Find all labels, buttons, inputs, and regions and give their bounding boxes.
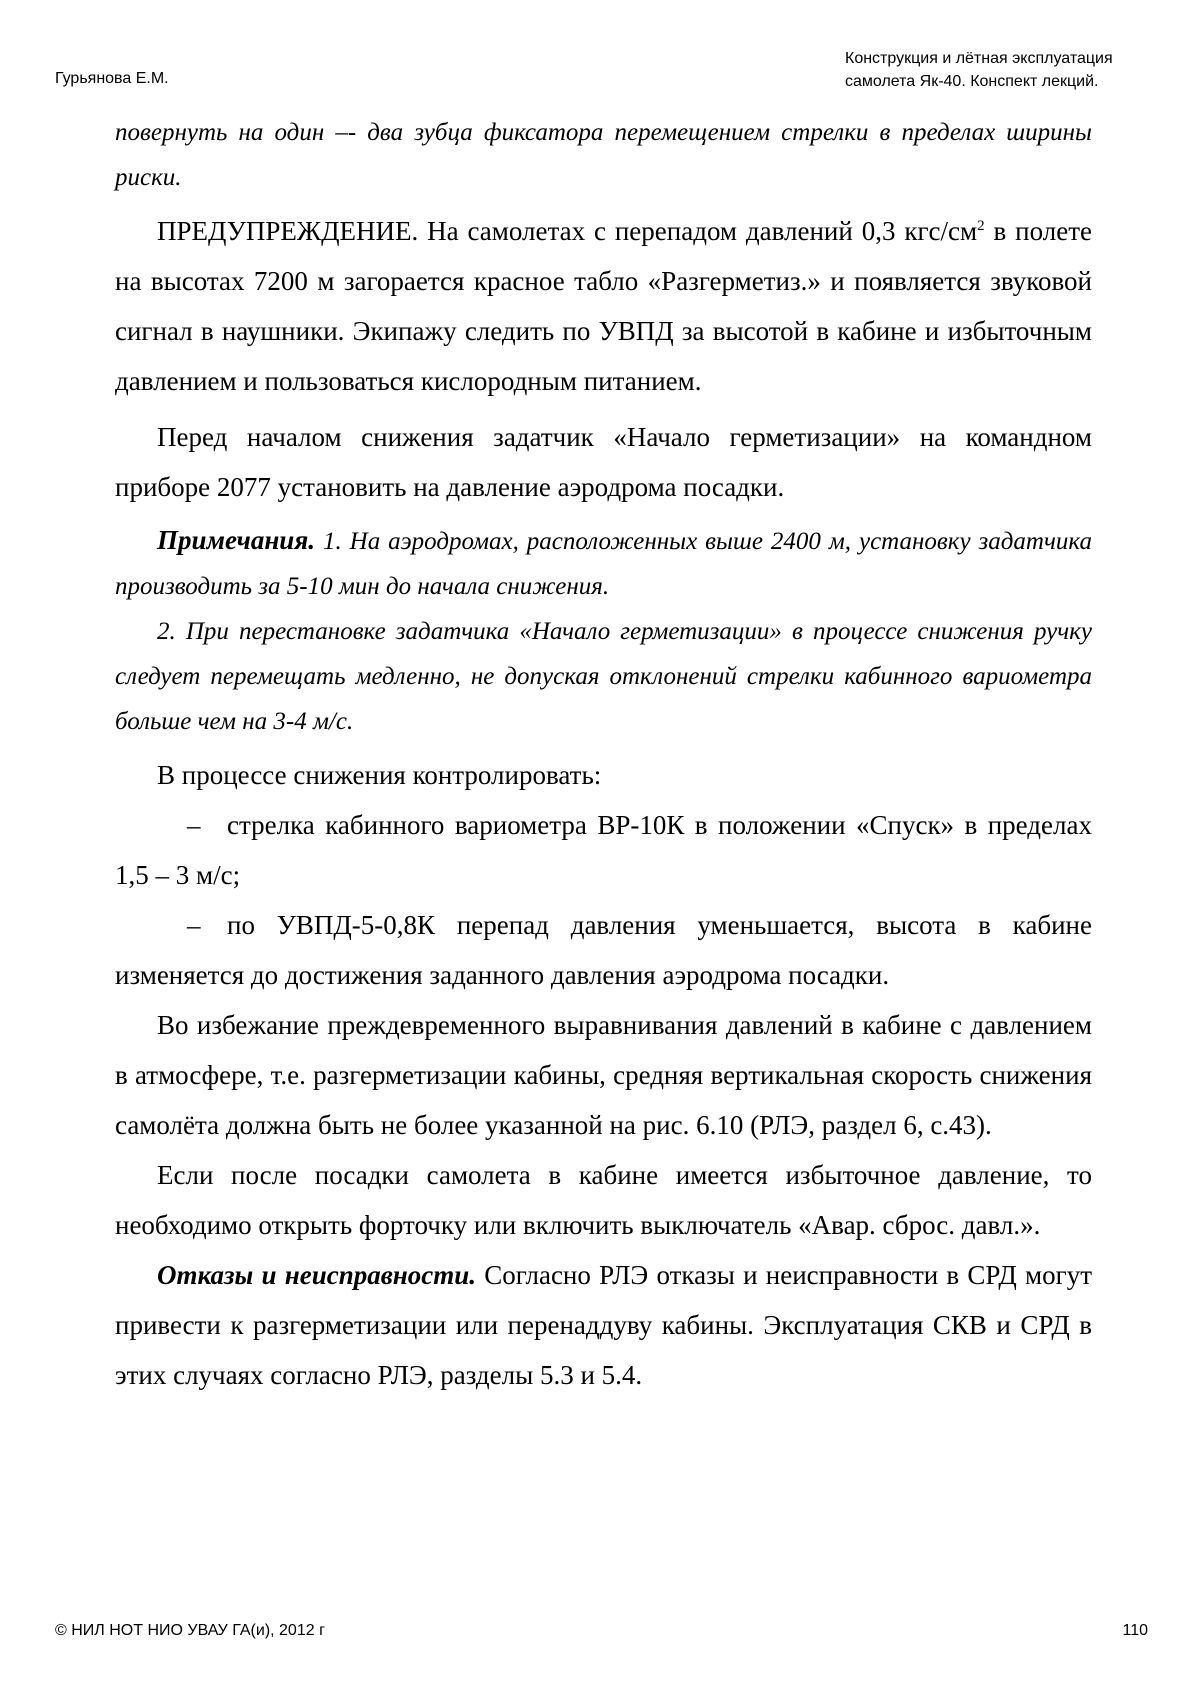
dash-bullet: – (187, 810, 201, 840)
landing-pressure-paragraph: Если после посадки самолета в кабине имеется избыточное давление, то необходимо открыть форточку или включить выключатель «Авар. сброс. давл.». (115, 1160, 1092, 1240)
list-item-text: стрелка кабинного вариометра ВР-10К в положении «Спуск» в пределах 1,5 – 3 м/с; (115, 810, 1092, 890)
list-item (115, 800, 1092, 900)
note-label: Примечания. (157, 525, 315, 555)
note-1-text: 1. На аэродромах, расположенных выше 2400 м, установку задатчика производить за 5-10 мин до начала снижения. (115, 528, 1092, 600)
note-paragraph-2: 2. При перестановке задатчика «Начало герметизации» в процессе снижения ручку следует перемещать медленно, не допуская отклонений стрелки кабинного вариометра больше чем на 3-4 м/с. (115, 618, 1092, 735)
warning-text-end: в полете на высотах 7200 м загорается красное табло «Разгерметиз.» и появляется звуковой сигнал в наушники. Экипажу следить по УВПД за высотой в кабине и избыточным давлением и пользоваться кислородным питанием. (115, 216, 1092, 396)
dash-bullet: – (187, 910, 201, 940)
header-author: Гурьянова Е.М. (55, 70, 169, 87)
header-document-title (845, 47, 1165, 93)
list-item (115, 900, 1092, 1000)
failures-paragraph (115, 1250, 1092, 1400)
continuation-paragraph: повернуть на один –- два зубца фиксатора перемещением стрелки в пределах ширины риски. (115, 119, 1092, 191)
warning-text-start: ПРЕДУПРЕЖДЕНИЕ. На самолетах с перепадом давлений 0,3 кгс/см (157, 216, 978, 246)
page-number: 110 (1122, 1622, 1148, 1639)
header-title-line2: самолета Як-40. Конспект лекций. (845, 73, 1099, 90)
page-content (115, 110, 1092, 1400)
warning-paragraph (115, 206, 1092, 406)
pressure-equalization-paragraph: Во избежание преждевременного выравнивания давлений в кабине с давлением в атмосфере, т.е. разгерметизации кабины, средняя вертикальная скорость снижения самолёта должна быть не более указанной на рис. 6.10 (РЛЭ, раздел 6, с.43). (115, 1010, 1092, 1140)
note-paragraph-1 (115, 518, 1092, 609)
failures-text: Согласно РЛЭ отказы и неисправности в СРД могут привести к разгерметизации или перенаддуву кабины. Эксплуатация СКВ и СРД в этих случаях согласно РЛЭ, разделы 5.3 и 5.4. (115, 1260, 1092, 1390)
header-title-line1: Конструкция и лётная эксплуатация (845, 50, 1113, 67)
unit-superscript: 2 (977, 218, 985, 234)
footer-copyright: © НИЛ НОТ НИО УВАУ ГА(и), 2012 г (55, 1622, 325, 1639)
control-intro-paragraph: В процессе снижения контролировать: (157, 760, 602, 790)
descent-setup-paragraph: Перед началом снижения задатчик «Начало герметизации» на командном приборе 2077 установить на давление аэродрома посадки. (115, 422, 1092, 502)
list-item-text: по УВПД-5-0,8К перепад давления уменьшается, высота в кабине изменяется до достижения заданного давления аэродрома посадки. (115, 910, 1092, 990)
failures-label: Отказы и неисправности. (157, 1260, 477, 1290)
